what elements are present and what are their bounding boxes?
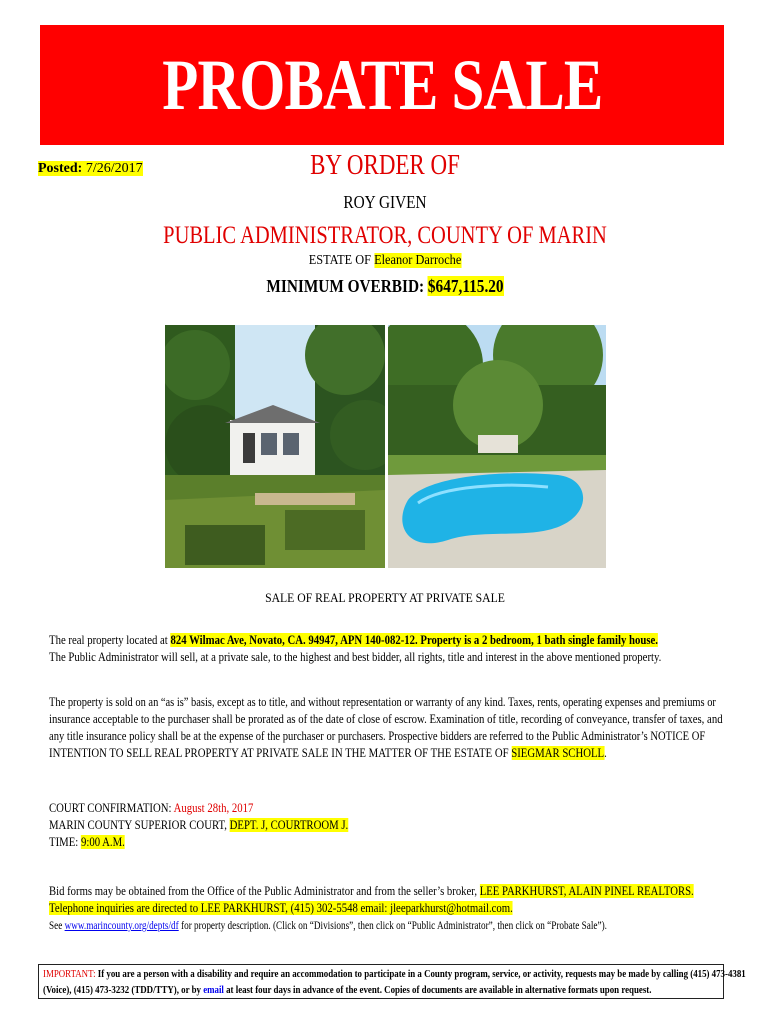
notice-line-2b: at least four days in advance of the event. Copies of documents are available in alternative formats upon request. <box>223 985 652 996</box>
confirmation-label: COURT CONFIRMATION: <box>49 801 172 815</box>
confirmation-date: August 28th, 2017 <box>173 801 254 815</box>
office-title: PUBLIC ADMINISTRATOR, COUNTY OF MARIN <box>163 222 607 249</box>
probate-sale-banner <box>40 25 724 145</box>
important-label: IMPORTANT: <box>43 969 96 980</box>
see-instructions: for property description. (Click on “Divisions”, then click on “Public Administrator”, then click on “Probate Sale”). <box>178 920 607 932</box>
terms-period: . <box>604 746 607 760</box>
estate-label: ESTATE OF <box>308 253 372 268</box>
banner-title: PROBATE SALE <box>161 44 603 125</box>
terms-line-3: any title insurance policy shall be at the expense of the purchaser or purchasers. Prospective bidders are referred to the Public Administrator’s NOTICE OF <box>49 729 706 743</box>
minimum-overbid <box>58 276 713 297</box>
posted-label: Posted: <box>38 161 83 176</box>
terms-line-1: The property is sold on an “as is” basis, except as to title, and without representation or warranty of any kind. Taxes, rents, operating expenses and premiums or <box>49 695 716 709</box>
court-confirmation <box>49 800 721 851</box>
time-label: TIME: <box>49 835 79 849</box>
broker-name: LEE PARKHURST, ALAIN PINEL REALTORS. <box>479 884 694 898</box>
notice-line-2a: (Voice), (415) 473-3232 (TDD/TTY), or by <box>43 985 204 996</box>
property-intro: The real property located at <box>49 633 168 647</box>
terms-paragraph <box>49 694 721 762</box>
estate-of-name: SIEGMAR SCHOLL <box>511 746 605 760</box>
court-name: MARIN COUNTY SUPERIOR COURT, <box>49 818 227 832</box>
property-description <box>49 632 721 666</box>
bid-forms-text: Bid forms may be obtained from the Office of the Public Administrator and from the seller’s broker, <box>49 884 478 898</box>
terms-line-2: insurance acceptable to the purchaser shall be prorated as of the date of close of escrow. Examination of title, recording of conveyance, transfer of taxes, and <box>49 712 723 726</box>
accessibility-notice <box>38 964 746 999</box>
min-bid-label: MINIMUM OVERBID: <box>266 276 425 296</box>
administrator-name: ROY GIVEN <box>343 192 427 212</box>
min-bid-value: $647,115.20 <box>427 276 504 296</box>
property-details: 824 Wilmac Ave, Novato, CA. 94947, APN 140-082-12. Property is a 2 bedroom, 1 bath single family house. <box>170 633 659 647</box>
house-photo <box>165 325 385 568</box>
posted-date-value: 7/26/2017 <box>85 161 143 176</box>
bid-info <box>49 883 721 935</box>
notice-line-1: If you are a person with a disability and require an accommodation to participate in a County program, service, or activity, requests may be made by calling (415) 473-4381 <box>95 969 746 980</box>
email-link[interactable]: email <box>203 985 224 996</box>
pool-photo <box>388 325 606 568</box>
property-sale-terms: The Public Administrator will sell, at a private sale, to the highest and best bidder, all rights, title and interest in the above mentioned property. <box>49 650 662 664</box>
court-room: DEPT. J, COURTROOM J. <box>229 818 349 832</box>
estate-line <box>46 253 724 269</box>
estate-name: Eleanor Darroche <box>374 253 462 268</box>
terms-line-4: INTENTION TO SELL REAL PROPERTY AT PRIVATE SALE IN THE MATTER OF THE ESTATE OF <box>49 746 509 760</box>
time-value: 9:00 A.M. <box>80 835 125 849</box>
telephone-inquiries: Telephone inquiries are directed to LEE PARKHURST, (415) 302-5548 email: jleeparkhurst@hotmail.com. <box>49 901 513 915</box>
sale-title: SALE OF REAL PROPERTY AT PRIVATE SALE <box>265 590 505 605</box>
marin-county-link[interactable]: www.marincounty.org/depts/df <box>64 920 179 932</box>
see-label: See <box>49 920 63 932</box>
by-order-of-heading: BY ORDER OF <box>310 150 460 181</box>
